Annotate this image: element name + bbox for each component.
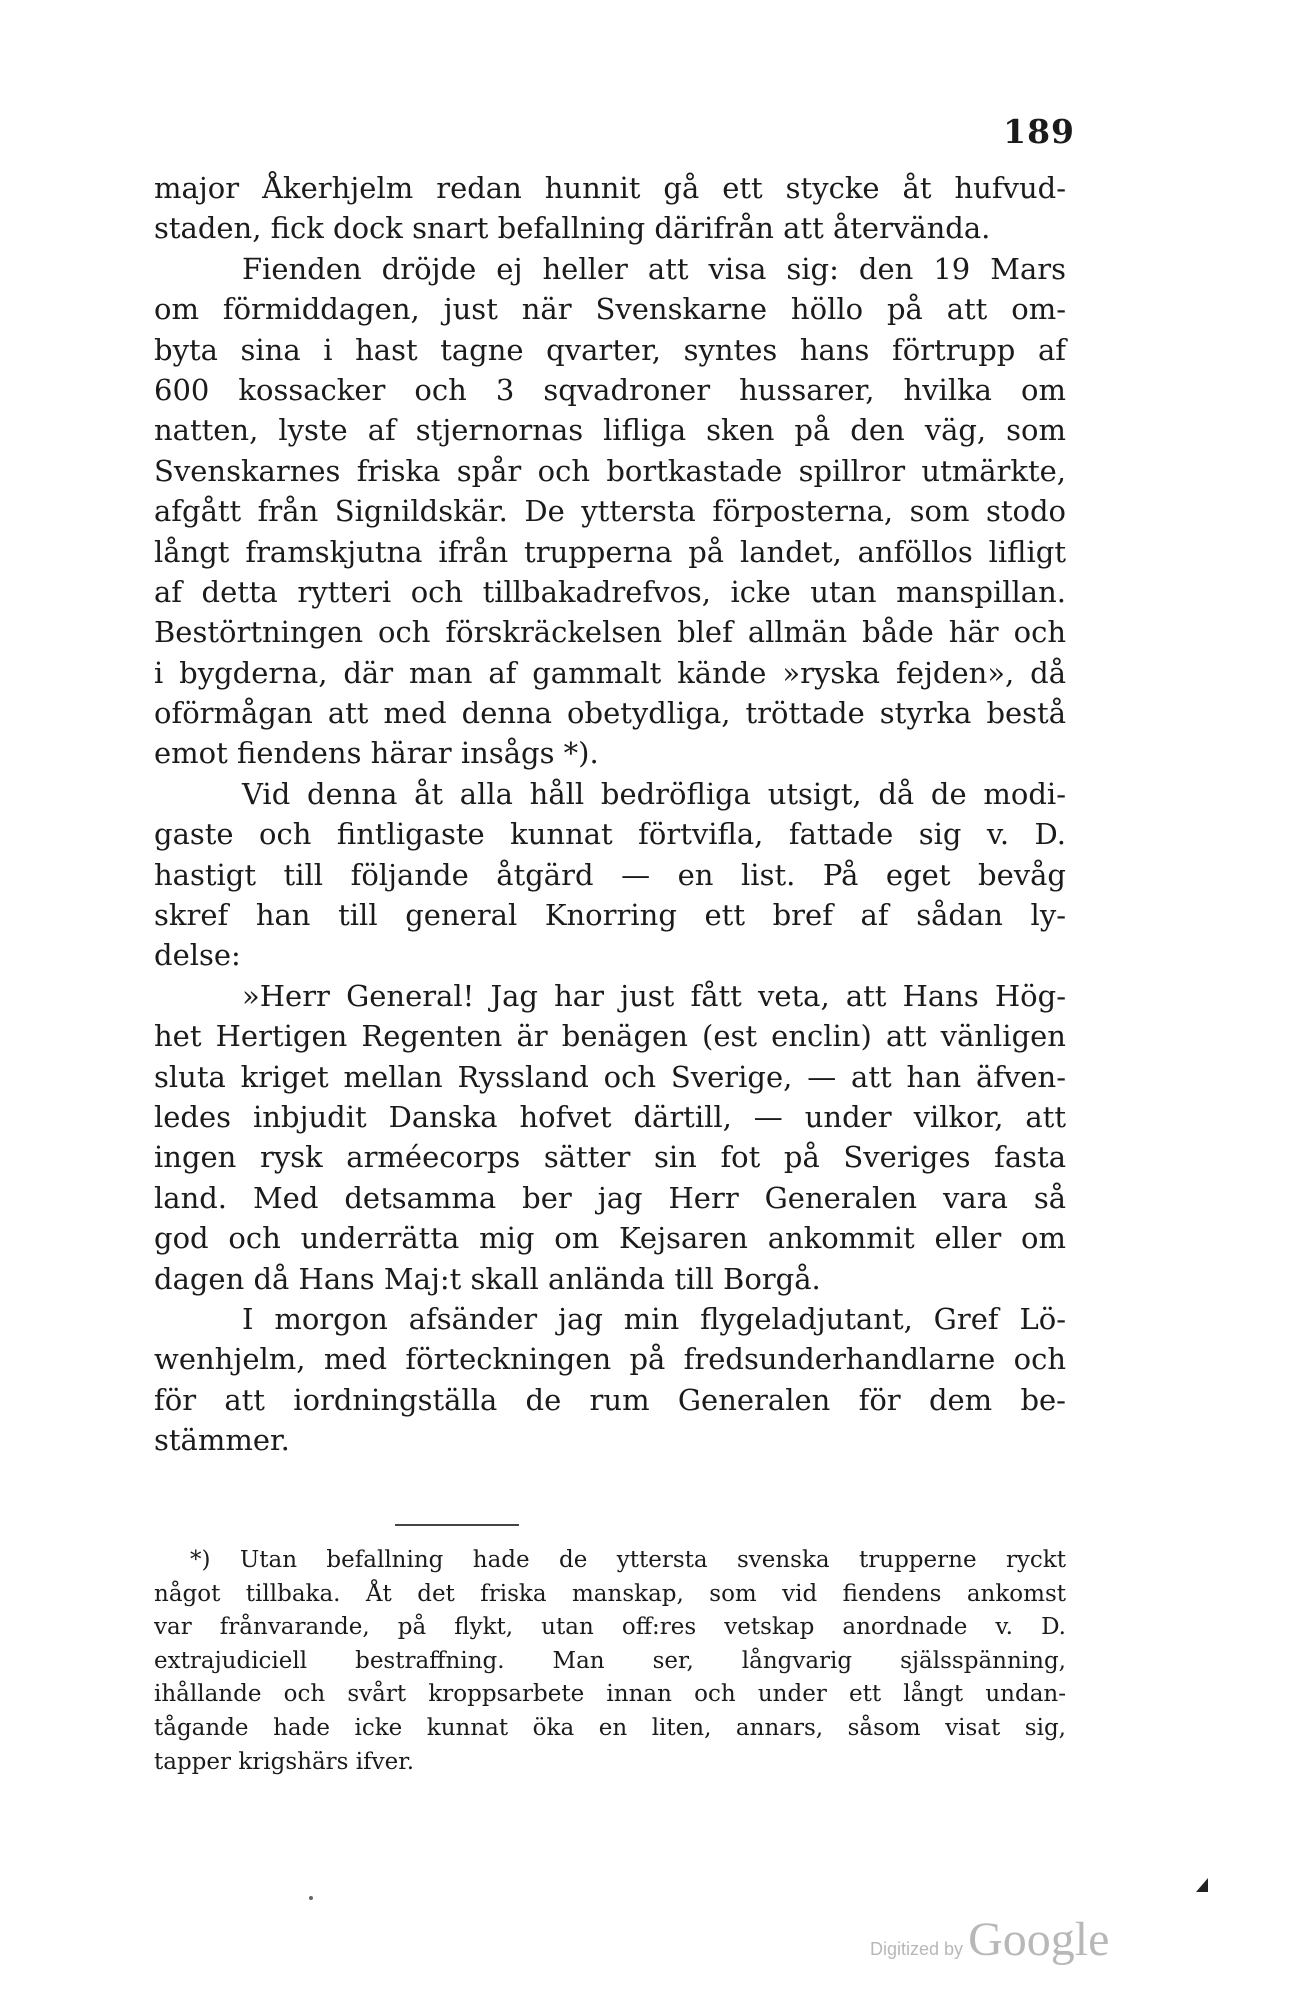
footnote	[154, 1544, 1066, 1779]
text-line: stämmer.	[154, 1423, 290, 1458]
text-line: ledes inbjudit Danska hofvet därtill, — under vilkor, att	[154, 1099, 1066, 1134]
footnote-line: tapper krigshärs ifver.	[154, 1748, 415, 1775]
text-line: god och underrätta mig om Kejsaren ankommit eller om	[154, 1221, 1066, 1256]
text-line: om förmiddagen, just när Svenskarne höllo på att om-	[154, 292, 1066, 327]
text-line: wenhjelm, med förteckningen på fredsunderhandlarne och	[154, 1342, 1066, 1377]
text-line: ingen rysk arméecorps sätter sin fot på Sveriges fasta	[154, 1140, 1066, 1175]
footnote-divider	[395, 1524, 519, 1526]
text-line: i bygderna, där man af gammalt kände »ryska fejden», då	[154, 655, 1066, 690]
text-line: natten, lyste af stjernornas lifliga sken på den väg, som	[154, 413, 1066, 448]
text-line: staden, fick dock snart befallning därifrån att återvända.	[154, 211, 991, 246]
text-line: 600 kossacker och 3 sqvadroner hussarer, hvilka om	[154, 372, 1066, 407]
body-text	[154, 168, 1066, 1461]
text-line: hastigt till följande åtgärd — en list. På eget bevåg	[154, 857, 1066, 892]
text-line: »Herr General! Jag har just fått veta, att Hans Hög-	[242, 978, 1066, 1013]
text-line: gaste och fintligaste kunnat förtvifla, fattade sig v. D.	[154, 817, 1066, 852]
page-number: 189	[1003, 112, 1075, 151]
text-line: emot fiendens härar insågs *).	[154, 736, 599, 771]
footnote-line: något tillbaka. Åt det friska manskap, som vid fiendens ankomst	[154, 1580, 1066, 1607]
footnote-line: tågande hade icke kunnat öka en liten, annars, såsom visat sig,	[154, 1714, 1066, 1741]
text-line: af detta rytteri och tillbakadrefvos, icke utan manspillan.	[154, 574, 1066, 609]
footnote-line: extrajudiciell bestraffning. Man ser, långvarig själsspänning,	[154, 1647, 1066, 1674]
text-line: Vid denna åt alla håll bedröfliga utsigt, då de modi-	[242, 776, 1066, 811]
text-line: skref han till general Knorring ett bref af sådan ly-	[154, 898, 1066, 933]
text-line: byta sina i hast tagne qvarter, syntes hans förtrupp af	[154, 332, 1066, 367]
text-line: oförmågan att med denna obetydliga, tröttade styrka bestå	[154, 696, 1066, 731]
digitized-watermark	[870, 1912, 1109, 1967]
watermark-google-logo: Google	[968, 1913, 1110, 1966]
text-line: dagen då Hans Maj:t skall anlända till Borgå.	[154, 1261, 821, 1296]
text-line: land. Med detsamma ber jag Herr Generalen vara så	[154, 1180, 1066, 1215]
text-line: I morgon afsänder jag min flygeladjutant, Gref Lö-	[242, 1301, 1066, 1336]
text-line: delse:	[154, 938, 241, 973]
text-line: sluta kriget mellan Ryssland och Sverige, — att han äfven-	[154, 1059, 1066, 1094]
text-line: för att iordningställa de rum Generalen för dem be-	[154, 1382, 1066, 1417]
text-line: afgått från Signildskär. De yttersta förposterna, som stodo	[154, 494, 1066, 529]
footnote-line: *) Utan befallning hade de yttersta svenska trupperne ryckt	[190, 1547, 1066, 1573]
ink-dot	[309, 1896, 313, 1900]
footnote-line: ihållande och svårt kroppsarbete innan och under ett långt undan-	[154, 1681, 1066, 1708]
text-line: Fienden dröjde ej heller att visa sig: den 19 Mars	[242, 251, 1066, 286]
text-line: Bestörtningen och förskräckelsen blef allmän både här och	[154, 615, 1066, 650]
watermark-digitized-text: Digitized by	[870, 1939, 964, 1959]
footnote-line: var frånvarande, på flykt, utan off:res vetskap anordnade v. D.	[154, 1614, 1066, 1641]
text-line: Svenskarnes friska spår och bortkastade spillror utmärkte,	[154, 453, 1066, 488]
text-line: major Åkerhjelm redan hunnit gå ett stycke åt hufvud-	[154, 171, 1066, 205]
text-line: het Hertigen Regenten är benägen (est enclin) att vänligen	[154, 1019, 1066, 1054]
corner-ink-mark	[1196, 1878, 1208, 1892]
text-line: långt framskjutna ifrån trupperna på landet, anföllos lifligt	[154, 534, 1066, 569]
